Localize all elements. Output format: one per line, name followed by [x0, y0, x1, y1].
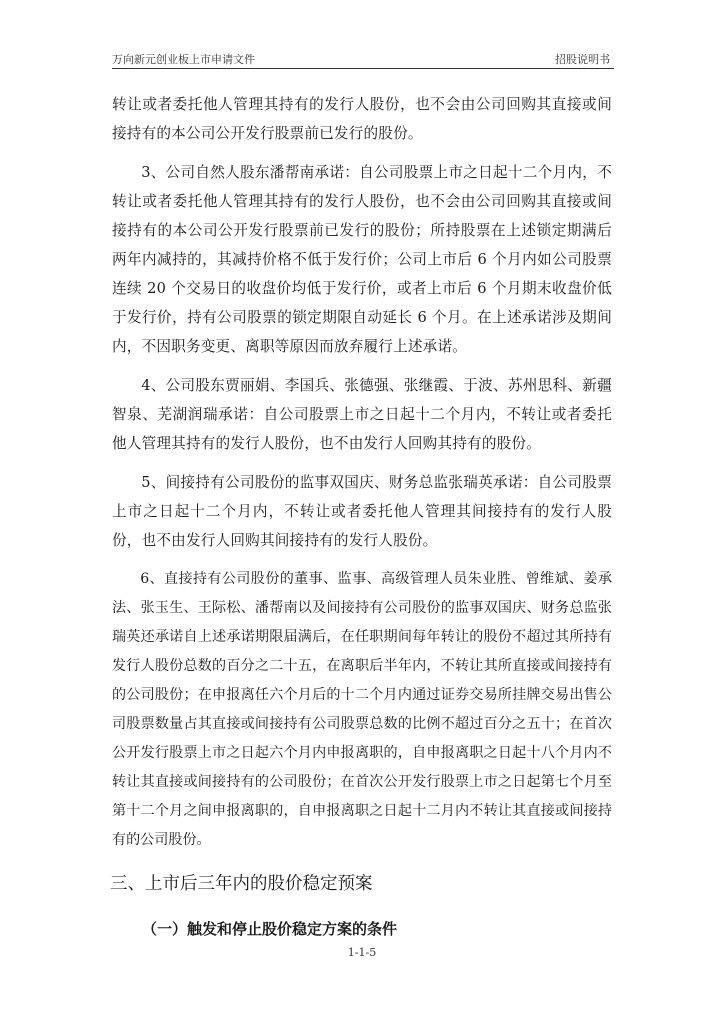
- page-body: [112, 90, 612, 944]
- header-document-type: 招股说明书: [555, 53, 610, 66]
- paragraph-commitment-6: 6、直接持有公司股份的董事、监事、高级管理人员朱业胜、曾维斌、姜承法、张玉生、王际松、潘帮南以及间接持有公司股份的监事双国庆、财务总监张瑞英还承诺自上述承诺期限届满后，在任职期间每年转让的股份不超过其所持有发行人股份总数的百分之二十五，在离职后半年内，不转让其所直接或间接持有的公司股份；在申报离任六个月后的十二个月内通过证券交易所挂牌交易出售公司股票数量占其直接或间接持有公司股票总数的比例不超过百分之五十；在首次公开发行股票上市之日起六个月内申报离职的，自申报离职之日起十八个月内不转让其直接或间接持有的公司股份；在首次公开发行股票上市之日起第七个月至第十二个月之间申报离职的，自申报离职之日起十二月内不转让其直接或间接持有的公司股份。: [112, 571, 612, 848]
- section-heading: 三、上市后三年内的股价稳定预案: [110, 874, 373, 894]
- header-document-title: 万向新元创业板上市申请文件: [112, 53, 255, 66]
- paragraph-commitment-5: 5、间接持有公司股份的监事双国庆、财务总监张瑞英承诺：自公司股票上市之日起十二个月内，不转让或者委托他人管理其间接持有的发行人股份，也不由发行人回购其间接持有的发行人股份。: [112, 474, 612, 549]
- paragraph-commitment-3: 3、公司自然人股东潘帮南承诺：自公司股票上市之日起十二个月内，不转让或者委托他人管理其持有的发行人股份，也不会由公司回购其直接或间接持有的本公司公开发行股票前已发行的股份；所持股票在上述锁定期满后两年内减持的，其减持价格不低于发行价；公司上市后 6 个月内如公司股票连续 20 个交易日的收盘价均低于发行价，或者上市后 6 个月期末收盘价低于发行价，持有公司股票的锁定期限自动延长 6 个月。在上述承诺涉及期间内，不因职务变更、离职等原因而放弃履行上述承诺。: [112, 164, 612, 355]
- header-divider: [112, 68, 614, 69]
- page-header: [112, 49, 614, 67]
- paragraph-commitment-4: 4、公司股东贾丽娟、李国兵、张德强、张继霞、于波、苏州思科、新疆智泉、芜湖润瑞承诺：自公司股票上市之日起十二个月内，不转让或者委托他人管理其持有的发行人股份，也不由发行人回购其持有的股份。: [112, 377, 612, 452]
- subsection-heading: （一）触发和停止股价稳定方案的条件: [142, 920, 398, 938]
- page-number: 1-1-5: [347, 946, 377, 959]
- paragraph-continuation: 转让或者委托他人管理其持有的发行人股份，也不会由公司回购其直接或间接持有的本公司公开发行股票前已发行的股份。: [112, 96, 612, 142]
